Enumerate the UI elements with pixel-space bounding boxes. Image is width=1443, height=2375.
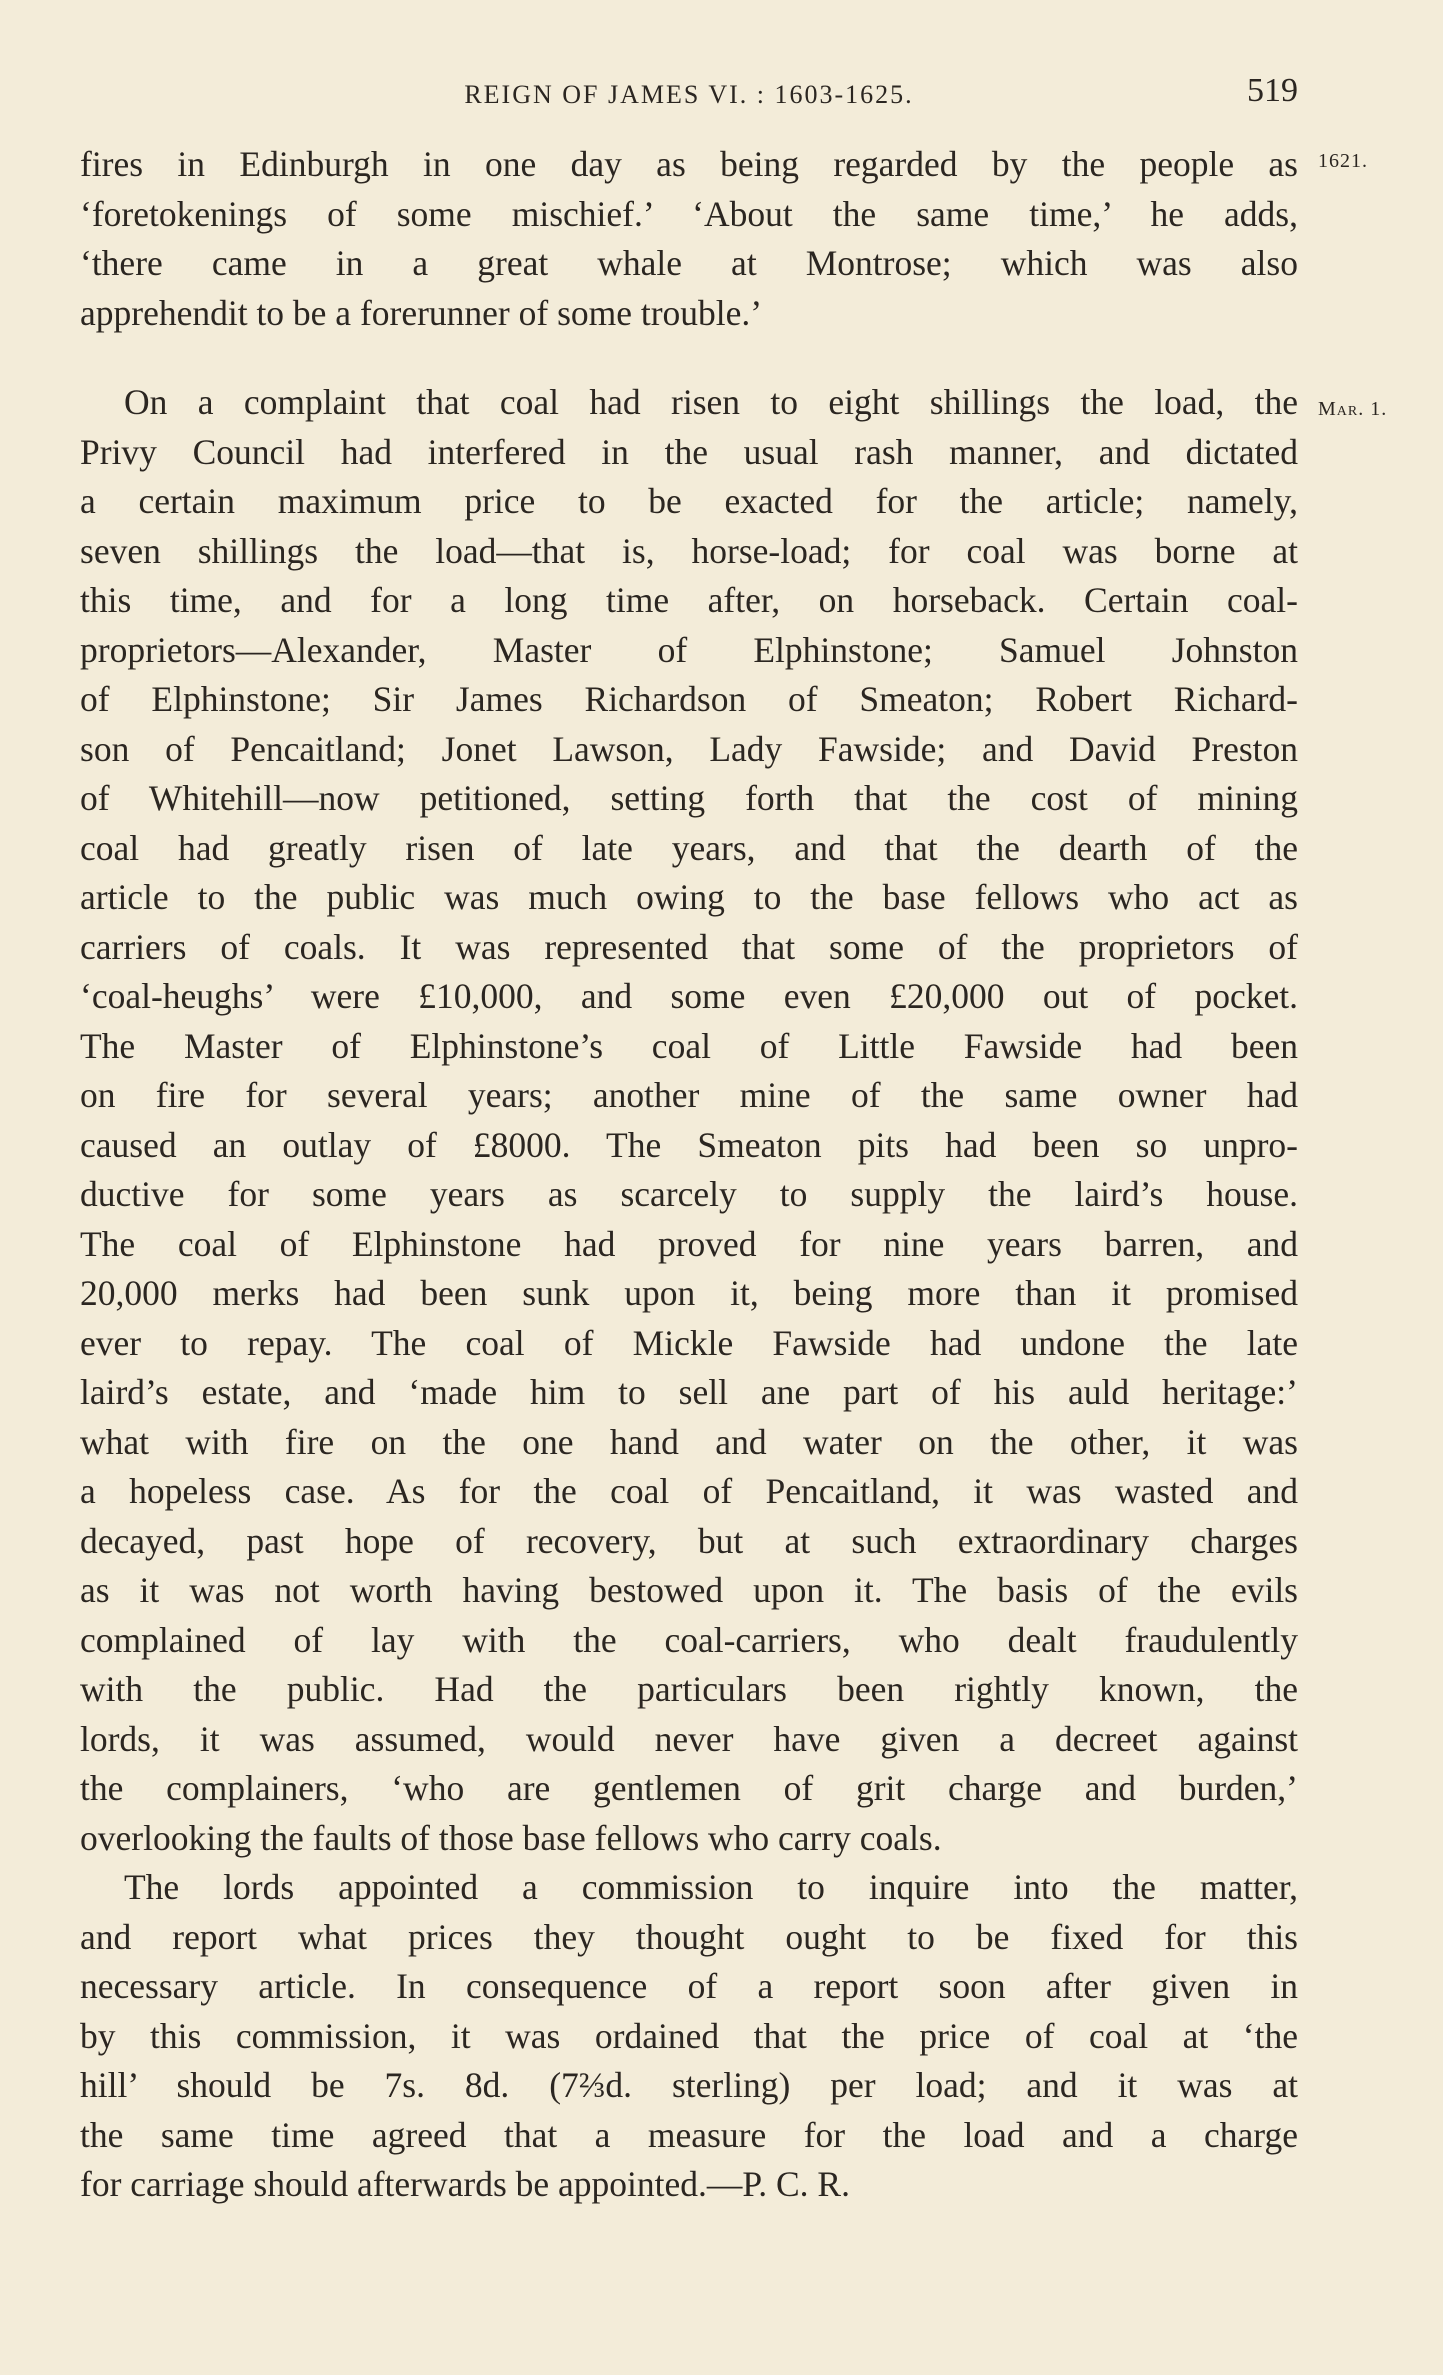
text-line: laird’s estate, and ‘made him to sell ane part of his auld heritage:’ (80, 1372, 1298, 1412)
paragraph-2 (80, 378, 1298, 1863)
text-line: 20,000 merks had been sunk upon it, being more than it promised (80, 1273, 1298, 1313)
running-head (80, 72, 1298, 116)
text-line: ‘coal-heughs’ were £10,000, and some even £20,000 out of pocket. (80, 976, 1298, 1016)
text-line: hill’ should be 7s. 8d. (7⅔d. sterling) per load; and it was at (80, 2065, 1298, 2105)
text-line: The lords appointed a commission to inquire into the matter, (124, 1867, 1298, 1907)
margin-note-year: 1621. (1318, 150, 1368, 172)
text-line: complained of lay with the coal-carriers, who dealt fraudulently (80, 1619, 1298, 1660)
text-line: on fire for several years; another mine of the same owner had (80, 1075, 1298, 1115)
text-line: this time, and for a long time after, on horseback. Certain coal- (80, 580, 1298, 620)
text-line: and report what prices they thought ought to be fixed for this (80, 1916, 1298, 1957)
page-number: 519 (1247, 72, 1298, 109)
running-title: REIGN OF JAMES VI. : 1603-1625. (464, 80, 914, 109)
text-line: what with fire on the one hand and water on the other, it was (80, 1421, 1298, 1462)
text-line: lords, it was assumed, would never have given a decreet against (80, 1718, 1298, 1759)
paragraph-gap (80, 338, 1298, 378)
text-line: overlooking the faults of those base fellows who carry coals. (80, 1817, 942, 1858)
text-line: proprietors—Alexander, Master of Elphinstone; Samuel Johnston (80, 629, 1298, 670)
text-line: as it was not worth having bestowed upon it. The basis of the evils (80, 1570, 1298, 1610)
text-line: necessary article. In consequence of a report soon after given in (80, 1966, 1298, 2006)
text-line: seven shillings the load—that is, horse-load; for coal was borne at (80, 530, 1298, 571)
text-line: ‘foretokenings of some mischief.’ ‘About the same time,’ he adds, (80, 193, 1298, 234)
text-line: of Whitehill—now petitioned, setting forth that the cost of mining (80, 778, 1298, 818)
text-line: the complainers, ‘who are gentlemen of grit charge and burden,’ (80, 1768, 1298, 1808)
text-line: with the public. Had the particulars been rightly known, the (80, 1669, 1298, 1709)
paragraph-3 (80, 1863, 1298, 2210)
text-line: coal had greatly risen of late years, and that the dearth of the (80, 827, 1298, 868)
text-line: The Master of Elphinstone’s coal of Little Fawside had been (80, 1025, 1298, 1066)
paragraph-1 (80, 140, 1298, 338)
text-line: ever to repay. The coal of Mickle Fawside had undone the late (80, 1322, 1298, 1363)
text-line: a hopeless case. As for the coal of Pencaitland, it was wasted and (80, 1471, 1298, 1511)
text-line: Privy Council had interfered in the usual rash manner, and dictated (80, 431, 1298, 472)
text-line: ‘there came in a great whale at Montrose; which was also (80, 243, 1298, 283)
text-line: of Elphinstone; Sir James Richardson of Smeaton; Robert Richard- (80, 679, 1298, 719)
text-line: apprehendit to be a forerunner of some trouble.’ (80, 292, 763, 333)
text-line: On a complaint that coal had risen to eight shillings the load, the (124, 382, 1298, 422)
margin-note-date: Mar. 1. (1318, 398, 1388, 420)
text-line: decayed, past hope of recovery, but at such extraordinary charges (80, 1520, 1298, 1561)
text-line: son of Pencaitland; Jonet Lawson, Lady Fawside; and David Preston (80, 728, 1298, 769)
text-line: carriers of coals. It was represented that some of the proprietors of (80, 926, 1298, 967)
text-line: a certain maximum price to be exacted for the article; namely, (80, 481, 1298, 521)
text-line: by this commission, it was ordained that the price of coal at ‘the (80, 2015, 1298, 2056)
text-line: for carriage should afterwards be appointed.—P. C. R. (80, 2164, 850, 2204)
body-text (80, 140, 1298, 2210)
text-line: ductive for some years as scarcely to supply the laird’s house. (80, 1174, 1298, 1214)
text-line: fires in Edinburgh in one day as being regarded by the people as (80, 144, 1298, 184)
text-line: The coal of Elphinstone had proved for nine years barren, and (80, 1223, 1298, 1264)
text-line: caused an outlay of £8000. The Smeaton pits had been so unpro- (80, 1124, 1298, 1165)
text-line: article to the public was much owing to the base fellows who act as (80, 877, 1298, 917)
text-line: the same time agreed that a measure for the load and a charge (80, 2114, 1298, 2155)
